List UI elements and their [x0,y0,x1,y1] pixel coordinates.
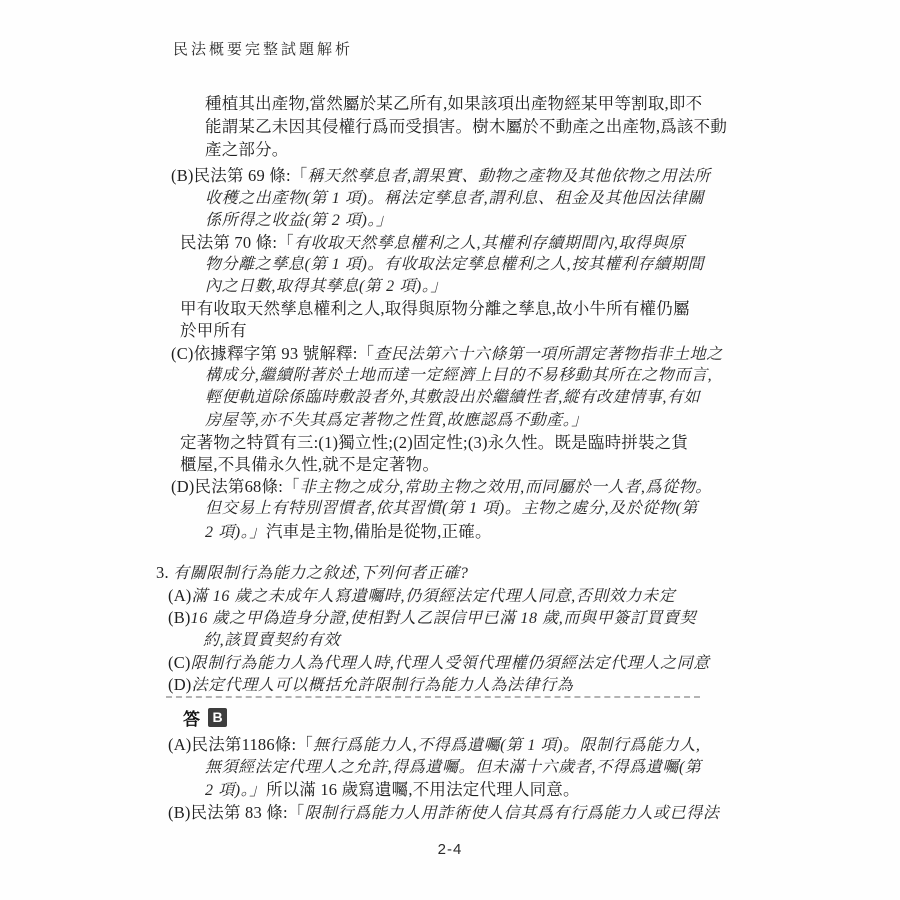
statute-quote-text: 查民法第六十六條第一項所謂定著物指非土地之 [374,346,723,363]
statute-quote-text: 收穫之出產物(第 1 項)。稱法定孳息者,謂利息、租金及其他因法律關 [205,190,705,207]
text-line [171,344,723,365]
text-line [156,563,469,584]
text-line [205,140,289,161]
body-text: 能謂某乙未因其侵權行爲而受損害。樹木屬於不動產之出產物,爲該不動 [205,117,728,136]
text-line [171,477,712,498]
separator-dashed-line [166,696,700,698]
body-text: (D)民法第68條:「 [171,477,300,496]
body-text: (B) [168,608,191,627]
body-text: (A) [168,586,192,605]
text-line [205,117,727,138]
body-text: (B)民法第 83 條:「 [168,803,305,822]
text-line [168,608,696,629]
statute-quote-text: 有收取天然孳息權利之人,其權利存續期間內,取得與原 [293,235,685,252]
statute-quote-text: 有關限制行為能力之敘述,下列何者正確? [173,565,469,582]
body-text: 所以滿 16 歲寫遺囑,不用法定代理人同意。 [265,780,580,799]
statute-quote-text: 非主物之成分,常助主物之效用,而同屬於一人者,爲從物。 [299,479,712,496]
text-line [180,455,439,476]
statute-quote-text: 無行爲能力人,不得爲遺囑(第 1 項)。限制行爲能力人, [312,737,701,754]
text-line [205,499,698,519]
body-text: (A)民法第1186條:「 [168,735,313,754]
text-line [205,366,712,386]
statute-quote-text: 但交易上有特別習慣者,依其習慣(第 1 項)。主物之處分,及於從物(第 [205,500,698,517]
text-line [168,653,710,674]
statute-quote-text: 構成分,繼續附著於土地而達一定經濟上目的不易移動其所在之物而言, [205,367,713,384]
body-text: 3. [156,563,174,582]
statute-quote-text: 16 歲之甲偽造身分證,使相對人乙誤信甲已滿 18 歲,而與甲簽訂買賣契 [190,610,697,627]
body-text: 定著物之特質有三:(1)獨立性;(2)固定性;(3)永久性。既是臨時拼裝之貨 [180,433,689,452]
text-line [168,675,573,696]
text-line [168,586,675,607]
statute-quote-text: 限制行為能力人為代理人時,代理人受領代理權仍須經法定代理人之同意 [190,655,710,672]
statute-quote-text: 約,該買賣契約有效 [203,632,341,649]
body-text: 櫃屋,不具備永久性,就不是定著物。 [180,455,440,474]
statute-quote-text: 係所得之收益(第 2 項)。」 [205,212,393,229]
body-text: (D) [168,675,192,694]
statute-quote-text: 物分離之孳息(第 1 項)。有收取法定孳息權利之人,按其權利存續期間 [205,256,705,273]
statute-quote-text: 限制行爲能力人用詐術使人信其爲有行爲能力人或已得法 [304,805,720,822]
body-text: (B)民法第 69 條:「 [171,166,308,185]
text-line [180,299,690,320]
body-text: 汽車是主物,備胎是從物,正確。 [265,522,492,541]
statute-quote-text: 法定代理人可以概括允許限制行為能力人為法律行為 [191,677,574,694]
text-line [205,411,588,431]
body-text: 種植其出產物,當然屬於某乙所有,如果該項出產物經某甲等割取,即不 [205,94,703,113]
statute-quote-text: 無須經法定代理人之允許,得爲遺囑。但未滿十六歲者,不得爲遺囑(第 [205,759,702,776]
statute-quote-text: 滿 16 歲之未成年人寫遺囑時,仍須經法定代理人同意,否則效力未定 [191,588,676,605]
text-line [205,211,393,231]
statute-quote-text: 稱天然孳息者,謂果實、動物之產物及其他依物之用法所 [307,168,711,185]
text-line [168,803,719,824]
statute-quote-text: 房屋等,亦不失其爲定著物之性質,故應認爲不動產。」 [205,412,589,429]
text-line [171,166,710,187]
body-text: 於甲所有 [180,321,247,340]
statute-quote-text: 2 項)。」 [205,782,266,799]
body-text: 產之部分。 [205,140,289,159]
text-line [180,233,685,254]
text-line [180,433,688,454]
text-line [180,321,247,342]
answer-badge: B [208,708,227,727]
page-number: 2-4 [437,841,463,858]
statute-quote-text: 輕便軌道除係臨時敷設者外,其敷設出於繼續性者,縱有改建情事,有如 [205,389,701,406]
text-line [205,94,702,115]
body-text: 民法第 70 條:「 [180,233,294,252]
text-line [168,735,700,756]
text-line [205,189,704,209]
body-text: (C)依據釋字第 93 號解釋:「 [171,344,375,363]
statute-quote-text: 內之日數,取得其孳息(第 2 項)。」 [205,278,448,295]
text-line [205,277,447,297]
page-header-title: 民法概要完整試題解析 [173,41,354,58]
text-line [205,255,704,275]
text-line [205,758,702,778]
text-line [205,780,580,801]
body-text: 甲有收取天然孳息權利之人,取得與原物分離之孳息,故小牛所有權仍屬 [180,299,690,318]
answer-row [183,705,227,730]
text-line [205,388,700,408]
answer-label: 答 [183,710,200,729]
text-line [205,522,492,543]
text-line [203,631,340,651]
statute-quote-text: 2 項)。」 [205,524,266,541]
body-text: (C) [168,653,191,672]
